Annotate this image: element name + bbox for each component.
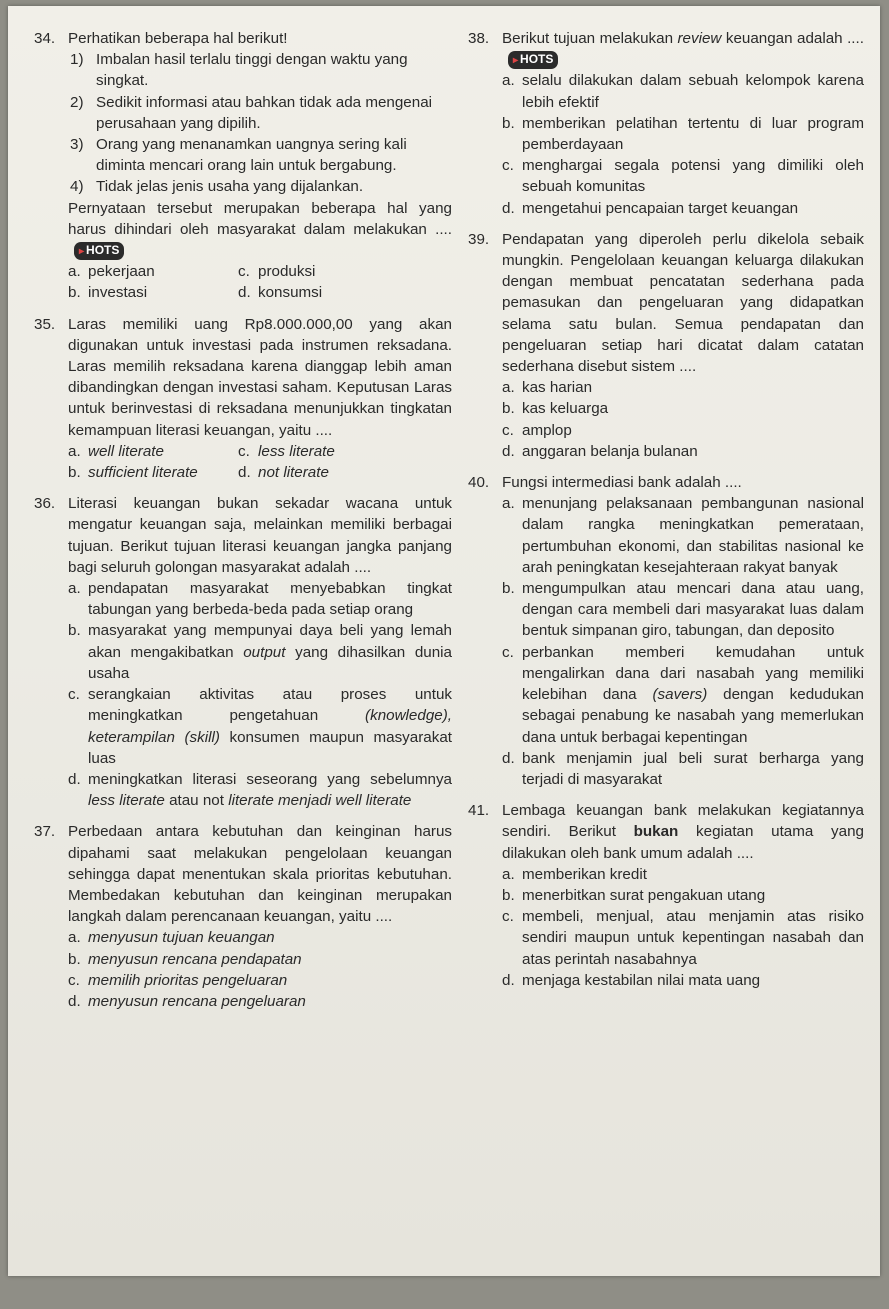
textbook-page bbox=[8, 6, 880, 1276]
question-37 bbox=[34, 821, 452, 1012]
answer-option[interactable]: a. well literate bbox=[68, 442, 164, 460]
answer-option[interactable]: b. investasi bbox=[68, 284, 148, 302]
question-40 bbox=[468, 472, 864, 790]
answer-option[interactable]: b. menerbitkan surat pengakuan utang bbox=[502, 886, 766, 904]
answer-option[interactable]: c. less literate bbox=[238, 442, 335, 460]
statement-item: 1) Imbalan hasil terlalu tinggi dengan waktu yang singkat. bbox=[70, 51, 408, 90]
question-34 bbox=[34, 28, 452, 304]
answer-option[interactable]: c. memilih prioritas pengeluaran bbox=[68, 971, 288, 989]
question-stem: Laras memiliki uang Rp8.000.000,00 yang akan digunakan untuk investasi pada instrumen reksadana. Laras memilih reksadana karena dianggap lebih aman dibandingkan dengan investasi saham. Keputusan Laras untuk berinvestasi di reksadana menunjukkan tingkatan kemampuan literasi keuangan, yaitu .... bbox=[68, 315, 452, 439]
answer-option[interactable]: d. anggaran belanja bulanan bbox=[502, 442, 698, 460]
question-number: 36. bbox=[34, 495, 56, 513]
answer-option[interactable]: b. memberikan pelatihan tertentu di luar program pemberdayaan bbox=[502, 114, 864, 154]
answer-options bbox=[68, 441, 452, 483]
question-38 bbox=[468, 28, 864, 219]
question-35 bbox=[34, 314, 452, 484]
question-stem: Pendapatan yang diperoleh perlu dikelola sebaik mungkin. Pengelolaan keuangan keluarga dilakukan dengan membuat pencatatan sederhana pada pemasukan dan pengeluaran yang didapatkan selama satu bulan. Semua pendapatan dan pengeluaran setiap hari dicatat dalam catatan sederhana disebut sistem .... bbox=[502, 230, 864, 376]
statement-item: 3) Orang yang menanamkan uangnya sering kali diminta mencari orang lain untuk bergabung. bbox=[70, 136, 407, 175]
answer-option[interactable]: c. produksi bbox=[238, 263, 316, 281]
answer-option[interactable]: c. membeli, menjual, atau menjamin atas risiko sendiri maupun untuk kepentingan nasabah dan atas perintah nasabahnya bbox=[502, 908, 864, 968]
answer-option[interactable]: b. masyarakat yang mempunyai daya beli yang lemah akan mengakibatkan output yang dihasilkan dunia usaha bbox=[68, 622, 452, 682]
answer-option[interactable]: a. menunjang pelaksanaan pembangunan nasional dalam rangka meningkatkan pemerataan, pertumbuhan ekonomi, dan stabilitas nasional ke arah peningkatan kesejahteraan rakyat banyak bbox=[502, 495, 864, 576]
answer-option[interactable]: c. amplop bbox=[502, 421, 572, 439]
question-39 bbox=[468, 229, 864, 462]
answer-option[interactable]: c. serangkaian aktivitas atau proses untuk meningkatkan pengetahuan (knowledge), keterampilan (skill) konsumen maupun masyarakat luas bbox=[68, 686, 452, 767]
question-stem: Literasi keuangan bukan sekadar wacana untuk mengatur keuangan saja, melainkan memiliki berbagai tujuan. Berikut tujuan literasi keuangan jangka panjang bagi seluruh golongan masyarakat adalah .... bbox=[68, 495, 452, 576]
question-stem: Perhatikan beberapa hal berikut! bbox=[68, 30, 288, 47]
answer-option[interactable]: a. memberikan kredit bbox=[502, 865, 647, 883]
question-number: 39. bbox=[468, 230, 490, 248]
answer-option[interactable]: b. kas keluarga bbox=[502, 400, 609, 418]
answer-option[interactable]: b. sufficient literate bbox=[68, 464, 198, 482]
question-stem: Berikut tujuan melakukan review keuangan adalah ....▸ HOTS bbox=[502, 28, 864, 70]
question-number: 35. bbox=[34, 315, 56, 333]
answer-option[interactable]: b. mengumpulkan atau mencari dana atau uang, dengan cara membeli dari masyarakat luas dalam bentuk simpanan giro, tabungan, dan deposito bbox=[502, 580, 864, 640]
question-number: 38. bbox=[468, 30, 490, 47]
question-number: 34. bbox=[34, 30, 56, 47]
right-column bbox=[468, 28, 864, 1001]
answer-option[interactable]: d. konsumsi bbox=[238, 284, 323, 302]
answer-option[interactable]: a. pekerjaan bbox=[68, 263, 155, 281]
answer-option[interactable]: d. bank menjamin jual beli surat berharga yang terjadi di masyarakat bbox=[502, 749, 864, 788]
answer-option[interactable]: d. mengetahui pencapaian target keuangan bbox=[502, 199, 799, 217]
statement-item: 2) Sedikit informasi atau bahkan tidak ada mengenai perusahaan yang dipilih. bbox=[70, 93, 433, 132]
answer-option[interactable]: a. menyusun tujuan keuangan bbox=[68, 929, 275, 947]
answer-option[interactable]: c. menghargai segala potensi yang dimiliki oleh sebuah komunitas bbox=[502, 157, 864, 196]
answer-option[interactable]: d. meningkatkan literasi seseorang yang sebelumnya less literate atau not literate menjadi well literate bbox=[68, 770, 452, 810]
question-number: 37. bbox=[34, 823, 56, 841]
answer-option[interactable]: d. menjaga kestabilan nilai mata uang bbox=[502, 971, 761, 989]
left-column bbox=[34, 28, 452, 1022]
answer-option[interactable]: b. menyusun rencana pendapatan bbox=[68, 950, 302, 968]
question-number: 41. bbox=[468, 802, 490, 820]
hots-badge: ▸ HOTS bbox=[74, 242, 124, 260]
answer-option[interactable]: c. perbankan memberi kemudahan untuk mengalirkan dana dari nasabah yang memiliki kelebihan dana (savers) dengan kedudukan sebagai penabung ke nasabah yang memerlukan dana untuk berbagai kepentingan bbox=[502, 643, 864, 746]
question-36 bbox=[34, 493, 452, 811]
answer-option[interactable]: a. pendapatan masyarakat menyebabkan tingkat tabungan yang berbeda-beda pada setiap orang bbox=[68, 580, 452, 619]
question-stem: Fungsi intermediasi bank adalah .... bbox=[502, 474, 742, 492]
hots-badge: ▸ HOTS bbox=[508, 51, 558, 69]
statement-item: 4) Tidak jelas jenis usaha yang dijalankan. bbox=[70, 178, 364, 196]
answer-options bbox=[68, 261, 452, 303]
answer-option[interactable]: d. not literate bbox=[238, 464, 329, 482]
question-stem: Perbedaan antara kebutuhan dan keinginan harus dipahami saat melakukan pengelolaan keuangan sehingga dapat menentukan skala prioritas kebutuhan. Membedakan kebutuhan dan keinginan merupakan langkah dalam perencanaan keuangan, yaitu .... bbox=[68, 823, 452, 926]
question-prompt: Pernyataan tersebut merupakan beberapa hal yang harus dihindari oleh masyarakat dalam melakukan ....▸ HOTS bbox=[68, 198, 452, 262]
question-number: 40. bbox=[468, 474, 490, 492]
answer-option[interactable]: a. selalu dilakukan dalam sebuah kelompok karena lebih efektif bbox=[502, 72, 864, 111]
question-41 bbox=[468, 800, 864, 991]
answer-option[interactable]: d. menyusun rencana pengeluaran bbox=[68, 992, 306, 1010]
answer-option[interactable]: a. kas harian bbox=[502, 379, 593, 397]
question-stem: Lembaga keuangan bank melakukan kegiatannya sendiri. Berikut bukan kegiatan utama yang dilakukan oleh bank umum adalah .... bbox=[502, 802, 864, 862]
